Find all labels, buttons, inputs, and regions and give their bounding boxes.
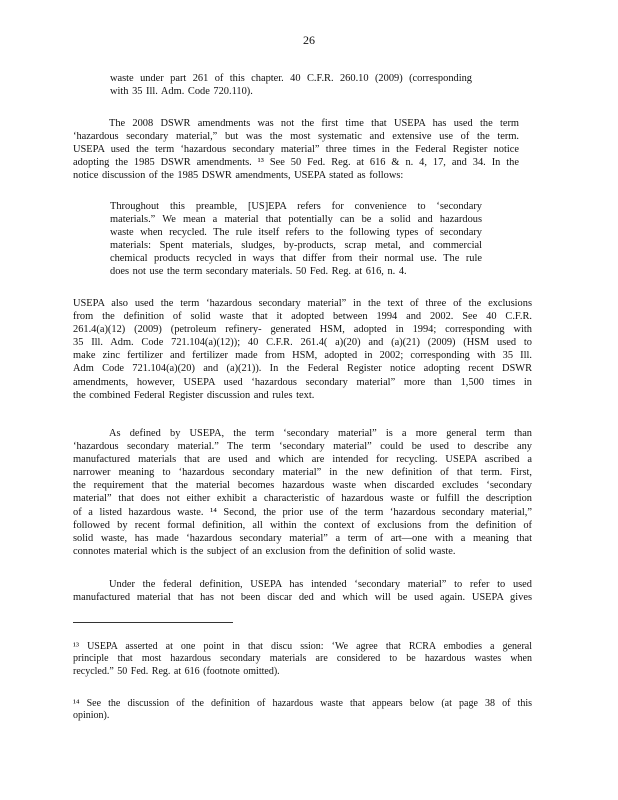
footnote-14 bbox=[73, 698, 532, 723]
text-line: with 35 Ill. Adm. Code 720.110). bbox=[110, 86, 253, 98]
text-line: ‘hazardous secondary material,” but was the most systematic and extensive use of the term. bbox=[73, 131, 519, 143]
text-line: USEPA used the term ‘hazardous secondary material” three times in the Federal Register notice bbox=[73, 144, 519, 156]
text-line: ¹⁴ See the discussion of the definition of hazardous waste that appears below (at page 38 of this bbox=[73, 698, 532, 709]
text-line: material” that does not either exhibit a characteristic of hazardous waste or fulfill the description bbox=[73, 493, 532, 505]
text-line: recycled.” 50 Fed. Reg. at 616 (footnote omitted). bbox=[73, 665, 280, 677]
text-line: followed by recent formal definition, all within the context of exclusions from the definition of bbox=[73, 519, 532, 531]
text-line: The 2008 DSWR amendments was not the first time that USEPA has used the term bbox=[109, 118, 519, 129]
text-line: the requirement that the material becomes hazardous waste when discarded excludes ‘secondary bbox=[73, 480, 532, 492]
text-line: adopting the 1985 DSWR amendments. ¹³ See 50 Fed. Reg. at 616 & n. 4, 17, and 34. In the bbox=[73, 157, 519, 169]
text-line: ¹³ USEPA asserted at one point in that discu ssion: ‘We agree that RCRA embodies a general bbox=[73, 641, 532, 652]
text-line: USEPA also used the term ‘hazardous secondary material” in the text of three of the exclusions bbox=[73, 298, 532, 309]
text-line: materials: Spent materials, sludges, by-products, scrap metal, and commercial bbox=[110, 240, 482, 252]
text-line: materials.” We mean a material that potentially can be a solid and hazardous bbox=[110, 214, 482, 226]
text-line: Throughout this preamble, [US]EPA refers for convenience to ‘secondary bbox=[110, 201, 482, 212]
paragraph-4 bbox=[73, 578, 532, 604]
text-line: waste under part 261 of this chapter. 40 C.F.R. 260.10 (2009) (corresponding bbox=[110, 73, 472, 84]
paragraph-2 bbox=[73, 297, 532, 402]
text-line: manufactured material that has not been discar ded and which will be used again. USEPA gives bbox=[73, 592, 532, 604]
text-line: does not use the term secondary materials. 50 Fed. Reg. at 616, n. 4. bbox=[110, 266, 407, 278]
text-line: manufactured materials that are used and which are intended for recycling. USEPA ascribed a bbox=[73, 454, 532, 466]
text-line: ‘hazardous secondary material.” The term ‘secondary material” could be used to describe any bbox=[73, 441, 532, 453]
block-top bbox=[110, 72, 472, 98]
block-quote bbox=[110, 200, 482, 279]
text-line: solid waste, has made ‘hazardous secondary material” a term of art—one with a meaning that bbox=[73, 532, 532, 544]
footnote-13 bbox=[73, 641, 532, 678]
text-line: As defined by USEPA, the term ‘secondary material” is a more general term than bbox=[109, 428, 532, 439]
text-line: opinion). bbox=[73, 710, 110, 722]
text-line: from the definition of solid waste that it adopted between 1994 and 2002. See 40 C.F.R. bbox=[73, 311, 532, 323]
text-line: narrower meaning to ‘hazardous secondary material” in the new definition of that term. First, bbox=[73, 467, 532, 479]
text-line: Under the federal definition, USEPA has intended ‘secondary material” to refer to used bbox=[109, 579, 532, 590]
text-line: Adm Code 721.104(a)(20) and (a)(21)). In the Federal Register notice adopting recent DSWR bbox=[73, 363, 532, 375]
text-line: amendments, however, USEPA used ‘hazardous secondary material” more than 1,500 times in bbox=[73, 376, 532, 388]
text-line: 35 Ill. Adm. Code 721.104(a)(12)); 40 C.F.R. 261.4( a)(20) and (a)(21) (2009) (HSM used to bbox=[73, 337, 532, 349]
text-line: make zinc fertilizer and fertilizer made from HSM, adopted in 2002; corresponding with 35 Ill. bbox=[73, 350, 532, 362]
paragraph-1 bbox=[73, 117, 519, 182]
footnote-separator bbox=[73, 622, 233, 623]
text-line: waste when recycled. The rule itself refers to the following types of secondary bbox=[110, 227, 482, 239]
text-line: notice discussion of the 1985 DSWR amendments, USEPA stated as follows: bbox=[73, 170, 404, 182]
text-line: 261.4(a)(12) (2009) (petroleum refinery- generated HSM, adopted in 1994; corresponding with bbox=[73, 324, 532, 336]
text-line: the combined Federal Register discussion and rules text. bbox=[73, 389, 315, 401]
text-line: chemical products recycled in ways that differ from their normal use. The rule bbox=[110, 253, 482, 265]
paragraph-3 bbox=[73, 427, 532, 558]
text-line: of a listed hazardous waste. ¹⁴ Second, the prior use of the term ‘hazardous secondary material,” bbox=[73, 506, 532, 518]
page-number: 26 bbox=[303, 33, 315, 47]
text-line: connotes material which is the subject of an exclusion from the definition of solid waste. bbox=[73, 545, 456, 557]
text-line: principle that most hazardous secondary materials are considered to be hazardous wastes when bbox=[73, 653, 532, 665]
